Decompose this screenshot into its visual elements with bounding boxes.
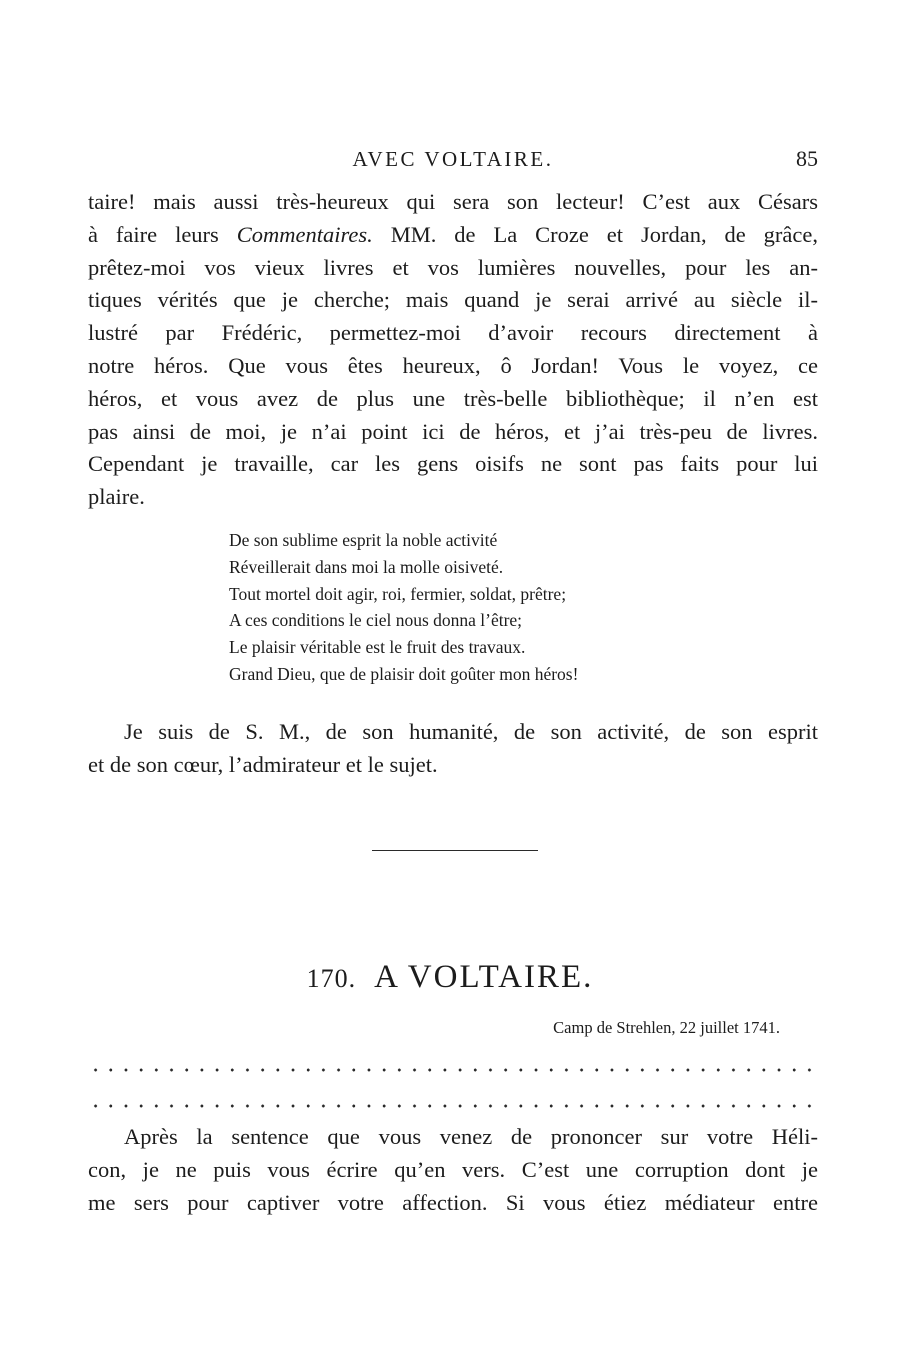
text-line: prêtez-moi vos vieux livres et vos lumières nouvelles, pour les an-: [88, 254, 818, 280]
verse-line: Le plaisir véritable est le fruit des travaux.: [229, 637, 526, 658]
text-line: tiques vérités que je cherche; mais quand je serai arrivé au siècle il-: [88, 287, 818, 313]
verse-line: De son sublime esprit la noble activité: [229, 530, 498, 550]
ellipsis-row: [88, 1068, 818, 1072]
text-line: pas ainsi de moi, je n’ai point ici de héros, et j’ai très-peu de livres.: [88, 418, 818, 444]
text-line: lustré par Frédéric, permettez-moi d’avoir recours directement à: [88, 320, 818, 346]
text-line: et de son cœur, l’admirateur et le sujet.: [88, 751, 438, 777]
text-line: notre héros. Que vous êtes heureux, ô Jordan! Vous le voyez, ce: [88, 352, 818, 378]
letter-number: 170.: [306, 964, 357, 993]
ellipsis-row: [88, 1104, 818, 1108]
page-number: 85: [796, 146, 818, 171]
text-segment: à faire leurs: [88, 221, 219, 247]
text-line: Je suis de S. M., de son humanité, de son activité, de son esprit: [124, 719, 818, 744]
italic-title: Commentaires.: [236, 221, 373, 247]
text-line: Cependant je travaille, car les gens oisifs ne sont pas faits pour lui: [88, 451, 818, 477]
letter-title: A VOLTAIRE.: [374, 959, 594, 995]
text-line: con, je ne puis vous écrire qu’en vers. C’est une corruption dont je: [88, 1156, 818, 1182]
text-line: plaire.: [88, 484, 145, 510]
paragraph-continued: [88, 186, 818, 514]
verse-line: Réveillerait dans moi la molle oisiveté.: [229, 556, 504, 577]
text-line: Après la sentence que vous venez de prononcer sur votre Héli-: [124, 1124, 818, 1149]
dateline: Camp de Strehlen, 22 juillet 1741.: [553, 1018, 780, 1037]
verse-line: Grand Dieu, que de plaisir doit goûter mon héros!: [229, 663, 579, 684]
letter-body-paragraph: [88, 1121, 818, 1219]
text-line: [88, 219, 818, 252]
closing-paragraph: [88, 716, 818, 782]
text-line: taire! mais aussi très-heureux qui sera son lecteur! C’est aux Césars: [88, 189, 818, 214]
verse-line: A ces conditions le ciel nous donna l’être;: [229, 610, 523, 631]
running-title: AVEC VOLTAIRE.: [352, 147, 554, 171]
text-line: héros, et vous avez de plus une très-belle bibliothèque; il n’en est: [88, 385, 818, 411]
letter-heading: [0, 955, 900, 1001]
running-head: [88, 142, 818, 176]
text-line: me sers pour captiver votre affection. Si vous étiez médiateur entre: [88, 1189, 818, 1215]
verse-line: Tout mortel doit agir, roi, fermier, soldat, prêtre;: [229, 583, 567, 604]
text-segment: MM. de La Croze et Jordan, de grâce,: [390, 221, 819, 247]
verse-block: [229, 527, 578, 688]
section-divider: [372, 850, 538, 851]
